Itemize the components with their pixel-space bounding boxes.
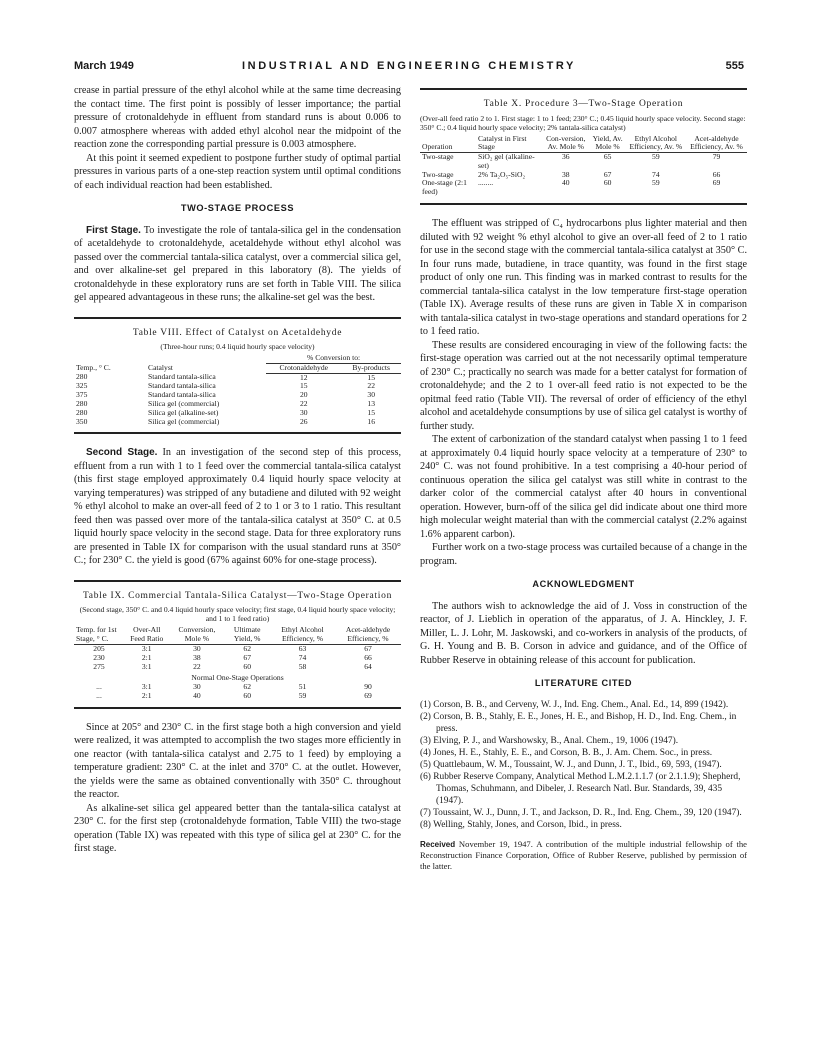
table-cell: 275 bbox=[93, 661, 105, 671]
table-cell: 15 bbox=[367, 407, 375, 417]
table-cell: 62 bbox=[243, 643, 251, 653]
table-cell: 67 bbox=[364, 643, 372, 653]
table-row bbox=[74, 400, 401, 409]
run-in-heading: First Stage. bbox=[86, 224, 141, 236]
table-cell: 67 bbox=[243, 652, 251, 662]
table-cell: 205 bbox=[93, 643, 105, 653]
table-cell: 3:1 bbox=[141, 682, 152, 692]
table-cell: 79 bbox=[712, 152, 721, 162]
table-cell: 40 bbox=[193, 690, 201, 700]
table-cell: 30 bbox=[367, 390, 375, 400]
table-cell: 20 bbox=[299, 390, 308, 400]
table-cell: 30 bbox=[193, 682, 201, 692]
reference-item: (7) Toussaint, W. J., Dunn, J. T., and Jackson, D. R., Ind. Eng. Chem., 39, 120 (1947). bbox=[420, 807, 742, 818]
table-row bbox=[420, 153, 747, 171]
table-cell: 59 bbox=[652, 178, 660, 188]
reference-item: (2) Corson, B. B., Stahly, E. E., Jones, H. E., and Bishop, H. D., Ind. Eng. Chem., in press. bbox=[420, 711, 737, 734]
table-viii bbox=[74, 317, 401, 435]
table-cell: 2:1 bbox=[141, 690, 152, 700]
table-cell: 74 bbox=[652, 169, 660, 179]
paragraph: Further work on a two-stage process was curtailed because of a change in the program. bbox=[420, 542, 747, 567]
table-cell: 74 bbox=[298, 652, 307, 662]
table-cell: 51 bbox=[298, 682, 307, 692]
paragraph-text: To investigate the role of tantala-silica gel in the condensation of acetaldehyde to crotonaldehyde, acetaldehyde without ethyl alcohol was passed over the commercial tantala-silica catalyst, over a commercial silica gel, and over alkaline-set gel prepared in this laboratory (8). The yields of crotonaldehyde in these exploratory runs are set forth in Table VIII. The silica gel appeared advantageous in these runs; the alkaline-set gel was the best. bbox=[74, 224, 401, 303]
table-cell: 65 bbox=[603, 152, 612, 162]
paragraph-second-stage bbox=[74, 446, 401, 568]
col-header: Ethyl Alcohol Efficiency, % bbox=[270, 626, 335, 644]
table-cell: Silica gel (alkaline-set) bbox=[148, 407, 219, 417]
data-table bbox=[420, 135, 747, 198]
table-cell: 90 bbox=[364, 682, 372, 692]
table-cell: 22 bbox=[367, 381, 375, 391]
table-cell: SiO₂ gel (alkaline-set) bbox=[478, 152, 535, 170]
reference-item: (6) Rubber Reserve Company, Analytical Method L.M.2.1.1.7 (or 2.1.1.9); Shepherd, Thomas, Schuhmann, and Dibeler, J. Research Natl. Bur. Standards, 39, 435 (1947). bbox=[420, 771, 741, 806]
table-cell: 350 bbox=[76, 416, 88, 426]
col-header: Temp. for 1st Stage, ° C. bbox=[74, 626, 124, 644]
table-cell: ........ bbox=[478, 178, 494, 188]
table-cell: Two-stage bbox=[422, 169, 454, 179]
table-cell: 13 bbox=[367, 398, 375, 408]
table-cell: 280 bbox=[76, 372, 88, 382]
table-cell: 2% Ta₂O₅-SiO₂ bbox=[478, 169, 526, 179]
table-subtitle: (Second stage, 350° C. and 0.4 liquid hourly space velocity; first stage, 0.4 liquid hourly space velocity; and 1 to 1 feed ratio) bbox=[79, 605, 396, 624]
table-cell: 16 bbox=[367, 416, 375, 426]
table-cell: 58 bbox=[298, 661, 307, 671]
table-cell: 66 bbox=[364, 652, 372, 662]
received-text: November 19, 1947. A contribution of the multiple industrial fellowship of the Reconstruction Finance Corporation, Office of Rubber Reserve, published by permission of the latter. bbox=[420, 838, 747, 871]
data-table bbox=[74, 354, 401, 426]
table-row bbox=[74, 418, 401, 427]
paragraph: At this point it seemed expedient to postpone further study of optimal partial pressures in various parts of a one-step reaction system until optimal conditions of each individual reaction had been established. bbox=[74, 152, 401, 191]
table-ix bbox=[74, 580, 401, 709]
paragraph: Since at 205° and 230° C. in the first stage both a high conversion and yield were realized, it was attempted to accomplish the two stages more efficiently in one reactor (with tantala-silica catalyst and 2.75 to 1 feed) by employing a temperature gradient: 230° C. at the inlet and 370° C. at the outlet. However, the yields were the same as obtained conventionally with 350° C. throughout the reactor. bbox=[74, 721, 401, 801]
table-row bbox=[74, 654, 401, 663]
col-header: Ultimate Yield, % bbox=[224, 626, 270, 644]
table-cell: 2:1 bbox=[141, 652, 152, 662]
table-cell: 59 bbox=[298, 690, 307, 700]
col-header: Catalyst bbox=[148, 363, 173, 373]
paragraph: As alkaline-set silica gel appeared better than the tantala-silica catalyst at 230° C. for the first step (crotonaldehyde formation, Table VIII) the two-stage operation (Table IX) was repeated with this type of silica gel at 230° C. for the first stage. bbox=[74, 802, 401, 855]
reference-item: (3) Elving, P. J., and Warshowsky, B., Anal. Chem., 19, 1006 (1947). bbox=[420, 735, 679, 746]
table-cell: 325 bbox=[76, 381, 88, 391]
table-cell: 63 bbox=[298, 643, 307, 653]
table-cell: 15 bbox=[367, 372, 375, 382]
table-cell: 3:1 bbox=[141, 643, 152, 653]
table-cell: 230 bbox=[93, 652, 105, 662]
table-cell: 66 bbox=[712, 169, 721, 179]
table-row bbox=[74, 692, 401, 701]
paragraph: These results are considered encouraging in view of the following facts: the first-stage operation was carried out at the not necessarily optimal temperature of 230° C.; practically no search was made for a better catalyst for formation of crotonaldehyde; and the 2 to 1 over-all feed ratio is not expected to be the opitmal feed ratio (Table VII). The reversal of order of efficiency of the ethyl alcohol and acetaldehyde consumptions by use of silica gel catalyst is worthy of further study. bbox=[420, 339, 747, 432]
paragraph: The effluent was stripped of C₄ hydrocarbons plus lighter material and then diluted with 92 weight % ethyl alcohol to give an over-all feed of 2 to 1 ratio for use in the second stage with the commercial tantala-silica catalyst at 350° C. In four runs made, butadiene, in trace quantity, was found in the first stage product of only one run. This finding was in marked contrast to results for the commercial tantala-silica catalyst in the low temperature first-stage operation (Table IX). Average results of these runs are given in Table X in comparison with tantala-silica catalyst in two-stage operations and standard operations for 2 to 1 feed ratio. bbox=[420, 218, 747, 338]
table-cell: 40 bbox=[561, 178, 570, 188]
header-journal: INDUSTRIAL AND ENGINEERING CHEMISTRY bbox=[242, 60, 576, 72]
table-cell: 280 bbox=[76, 398, 88, 408]
left-column bbox=[74, 84, 401, 856]
page-number: 555 bbox=[725, 60, 744, 72]
table-cell: 38 bbox=[561, 169, 570, 179]
table-cell: 60 bbox=[603, 178, 612, 188]
table-cell: One-stage (2:1 feed) bbox=[422, 178, 467, 197]
table-title: Table IX. Commercial Tantala-Silica Catalyst—Two-Stage Operation bbox=[82, 590, 393, 601]
data-table bbox=[74, 626, 401, 700]
col-header: Conversion, Mole % bbox=[169, 626, 224, 644]
table-cell: 62 bbox=[243, 682, 251, 692]
col-header: Temp., ° C. bbox=[76, 363, 111, 373]
reference-item: (8) Welling, Stahly, Jones, and Corson, Ibid., in press. bbox=[420, 819, 622, 830]
received-label: Received bbox=[420, 839, 456, 849]
col-header: Crotonaldehyde bbox=[266, 363, 341, 373]
table-cell: 64 bbox=[364, 661, 372, 671]
table-title: Table VIII. Effect of Catalyst on Acetaldehyde bbox=[132, 327, 343, 338]
table-cell: 60 bbox=[243, 661, 251, 671]
table-cell: ... bbox=[96, 690, 102, 700]
col-header: Acet-aldehyde Efficiency, % bbox=[335, 626, 401, 644]
acknowledgment-text: The authors wish to acknowledge the aid of J. Voss in construction of the reactor, of J. Lieblich in operation of the apparatus, of J. A. Hinckley, J. F. Miller, L. J. Lohr, M. Jaskowski, and co-workers in analysis of the products, of G. H. Young and B. B. Corson in advice and guidance, and of the Office of Rubber Reserve in obtaining release of this account for publication. bbox=[420, 600, 747, 666]
table-cell: 26 bbox=[299, 416, 308, 426]
table-row bbox=[420, 171, 747, 180]
table-cell: 67 bbox=[603, 169, 612, 179]
table-cell: 60 bbox=[243, 690, 251, 700]
table-subtitle: (Three-hour runs; 0.4 liquid hourly space velocity) bbox=[160, 342, 315, 351]
table-cell: ... bbox=[96, 682, 102, 692]
table-cell: Standard tantala-silica bbox=[148, 381, 216, 391]
reference-item: (5) Quattlebaum, W. M., Toussaint, W. J., and Dunn, J. T., Ibid., 69, 593, (1947). bbox=[420, 759, 722, 770]
table-subtitle: (Over-all feed ratio 2 to 1. First stage: 1 to 1 feed; 230° C.; 0.45 liquid hourly space velocity. Second stage: 350° C.; 0.4 liquid hourly space velocity; 2% tantala-silica catalyst) bbox=[420, 113, 746, 132]
table-row bbox=[74, 391, 401, 400]
running-header bbox=[74, 60, 744, 76]
table-cell: 3:1 bbox=[141, 661, 152, 671]
table-row bbox=[74, 663, 401, 672]
table-cell: 38 bbox=[193, 652, 201, 662]
col-header: Operation bbox=[420, 135, 476, 153]
col-header: By-products bbox=[341, 363, 401, 373]
section-heading: ACKNOWLEDGMENT bbox=[532, 579, 635, 590]
table-cell: 12 bbox=[299, 372, 308, 382]
table-cell: Standard tantala-silica bbox=[148, 372, 216, 382]
table-row bbox=[74, 409, 401, 418]
table-cell: 30 bbox=[299, 407, 308, 417]
table-cell: 375 bbox=[76, 390, 88, 400]
table-cell: Two-stage bbox=[422, 152, 454, 162]
table-row bbox=[74, 373, 401, 382]
col-header: Acet-aldehyde Efficiency, Av. % bbox=[686, 135, 747, 153]
section-heading: LITERATURE CITED bbox=[534, 678, 633, 689]
reference-list bbox=[420, 699, 747, 831]
paragraph: crease in partial pressure of the ethyl alcohol while at the same time decreasing the contact time. The first point is possibly of lesser importance; the partial pressure of crotonaldehyde in effluent from standard runs is about 0.006 to 0.007 atmosphere whereas with added ethyl alcohol near the midpoint of the reaction zone the corresponding partial pressure is 0.003 atmosphere. bbox=[74, 85, 401, 150]
table-cell: 30 bbox=[193, 643, 201, 653]
table-cell: 69 bbox=[712, 178, 721, 188]
table-cell: 22 bbox=[193, 661, 201, 671]
paragraph-first-stage bbox=[74, 224, 401, 305]
table-subheading: Normal One-Stage Operations bbox=[191, 673, 284, 683]
section-heading: TWO-STAGE PROCESS bbox=[180, 203, 295, 213]
table-row bbox=[74, 644, 401, 653]
table-cell: 69 bbox=[364, 690, 372, 700]
table-cell: 22 bbox=[299, 398, 308, 408]
table-cell: Standard tantala-silica bbox=[148, 390, 216, 400]
paragraph-text: In an investigation of the second step of this process, effluent from a run with 1 to 1 feed over the commercial tantala-silica catalyst (this first stage employed approximately 0.4 liquid hourly space velocity at varying temperatures) was stripped of any butadiene and diluted with 92 weight % ethyl alcohol to make an over-all feed of 2 to 1 or 3 to 1 ratio. This resultant feed then was passed over more of the tantala-silica catalyst at 350° C. at 0.5 liquid hourly space velocity in the second stage. Data for three exploratory runs are presented in Table IX for comparison with the usual standard runs at 350° C.; for 230° C. the yield is good (67% against 60% for one-stage process). bbox=[74, 447, 402, 567]
reference-item: (4) Jones, H. E., Stahly, E. E., and Corson, B. B., J. Am. Chem. Soc., in press. bbox=[420, 747, 713, 758]
col-header: Yield, Av. Mole % bbox=[590, 135, 626, 153]
table-cell: 280 bbox=[76, 407, 88, 417]
col-header: Over-All Feed Ratio bbox=[124, 626, 169, 644]
table-cell: 36 bbox=[561, 152, 570, 162]
reference-item: (1) Corson, B. B., and Cerveny, W. J., Ind. Eng. Chem., Anal. Ed., 14, 899 (1942). bbox=[420, 699, 729, 710]
table-row bbox=[74, 683, 401, 692]
table-title: Table X. Procedure 3—Two-Stage Operation bbox=[483, 99, 684, 109]
table-cell: Silica gel (commercial) bbox=[148, 398, 220, 408]
header-date: March 1949 bbox=[74, 60, 134, 72]
col-header: Catalyst in First Stage bbox=[476, 135, 542, 153]
table-cell: Silica gel (commercial) bbox=[148, 416, 220, 426]
table-cell: 59 bbox=[652, 152, 660, 162]
table-x bbox=[420, 88, 747, 205]
col-group-header: % Conversion to: bbox=[266, 354, 401, 363]
col-header: Con-version, Av. Mole % bbox=[542, 135, 590, 153]
table-row bbox=[420, 179, 747, 197]
paragraph: The extent of carbonization of the standard catalyst when passing 1 to 1 feed at approximately 0.4 liquid hourly space velocity at a temperature of 230° to 240° C. was not found prohibitive. In a test comprising a 40-hour period of continuous operation the silica gel catalyst was still white in contrast to the darker color of the commercial catalyst after 40 hours in conventional operation. However, burn-off of the silica gel did indicate about one third more high molecular weight material than with the commercial catalyst (2.2% against 1.6% apparent carbon). bbox=[420, 434, 747, 540]
col-header: Ethyl Alcohol Efficiency, Av. % bbox=[626, 135, 686, 153]
table-cell: 15 bbox=[299, 381, 308, 391]
run-in-heading: Second Stage. bbox=[86, 447, 158, 459]
right-column bbox=[420, 84, 747, 872]
table-row bbox=[74, 382, 401, 391]
received-note bbox=[420, 839, 747, 872]
